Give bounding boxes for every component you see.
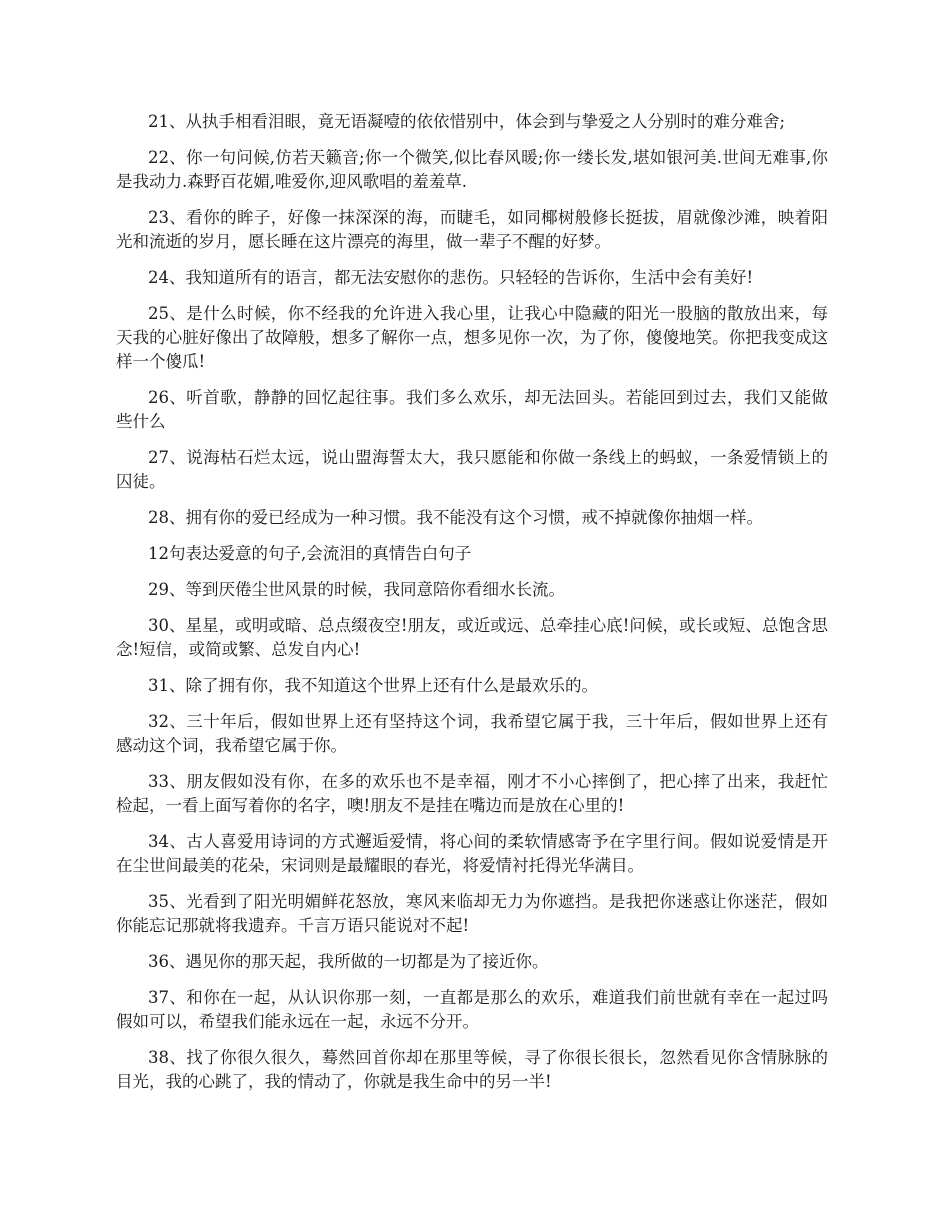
- paragraph-26: 26、听首歌，静静的回忆起往事。我们多么欢乐，却无法回头。若能回到过去，我们又能做些什么: [116, 388, 828, 431]
- paragraph-35: 35、光看到了阳光明媚鲜花怒放，寒风来临却无力为你遮挡。是我把你迷惑让你迷茫，假如你能忘记那就将我遗弃。千言万语只能说对不起!: [116, 892, 828, 935]
- paragraph-22: 22、你一句问候,仿若天籁音;你一个微笑,似比春风暖;你一缕长发,堪如银河美.世间无难事,你是我动力.森野百花媚,唯爱你,迎风歌唱的羞羞草.: [116, 148, 828, 191]
- paragraph-21: 21、从执手相看泪眼，竟无语凝噎的依依惜别中，体会到与挚爱之人分别时的难分难舍;: [148, 112, 786, 131]
- paragraph-37: 37、和你在一起，从认识你那一刻，一直都是那么的欢乐，难道我们前世就有幸在一起过吗假如可以，希望我们能永远在一起，永远不分开。: [116, 988, 828, 1031]
- paragraph-28: 28、拥有你的爱已经成为一种习惯。我不能没有这个习惯，戒不掉就像你抽烟一样。: [148, 508, 763, 527]
- paragraph-29: 29、等到厌倦尘世风景的时候，我同意陪你看细水长流。: [148, 580, 565, 599]
- section-heading: 12句表达爱意的句子,会流泪的真情告白句子: [148, 544, 472, 563]
- paragraph-25: 25、是什么时候，你不经我的允许进入我心里，让我心中隐藏的阳光一股脑的散放出来，每天我的心脏好像出了故障般，想多了解你一点，想多见你一次，为了你，傻傻地笑。你把我变成这样一个傻瓜!: [116, 304, 828, 371]
- paragraph-31: 31、除了拥有你，我不知道这个世界上还有什么是最欢乐的。: [148, 676, 598, 695]
- paragraph-30: 30、星星，或明或暗、总点缀夜空!朋友，或近或远、总牵挂心底!问候，或长或短、总饱含思念!短信，或简或繁、总发自内心!: [116, 616, 828, 659]
- paragraph-36: 36、遇见你的那天起，我所做的一切都是为了接近你。: [148, 952, 549, 971]
- paragraph-38: 38、找了你很久很久，蓦然回首你却在那里等候，寻了你很长很长，忽然看见你含情脉脉的目光，我的心跳了，我的情动了，你就是我生命中的另一半!: [116, 1048, 828, 1091]
- paragraph-34: 34、古人喜爱用诗词的方式邂逅爱情，将心间的柔软情感寄予在字里行间。假如说爱情是开在尘世间最美的花朵，宋词则是最耀眼的春光，将爱情衬托得光华满目。: [116, 832, 828, 875]
- paragraph-23: 23、看你的眸子，好像一抹深深的海，而睫毛，如同椰树般修长挺拔，眉就像沙滩，映着阳光和流逝的岁月，愿长睡在这片漂亮的海里，做一辈子不醒的好梦。: [116, 208, 828, 251]
- document-body: [116, 110, 828, 1106]
- paragraph-27: 27、说海枯石烂太远，说山盟海誓太大，我只愿能和你做一条线上的蚂蚁，一条爱情锁上的囚徒。: [116, 448, 828, 491]
- paragraph-32: 32、三十年后，假如世界上还有坚持这个词，我希望它属于我，三十年后，假如世界上还有感动这个词，我希望它属于你。: [116, 712, 828, 755]
- paragraph-24: 24、我知道所有的语言，都无法安慰你的悲伤。只轻轻的告诉你，生活中会有美好!: [148, 268, 754, 287]
- paragraph-33: 33、朋友假如没有你，在多的欢乐也不是幸福，刚才不小心摔倒了，把心摔了出来，我赶忙检起，一看上面写着你的名字，噢!朋友不是挂在嘴边而是放在心里的!: [116, 772, 828, 815]
